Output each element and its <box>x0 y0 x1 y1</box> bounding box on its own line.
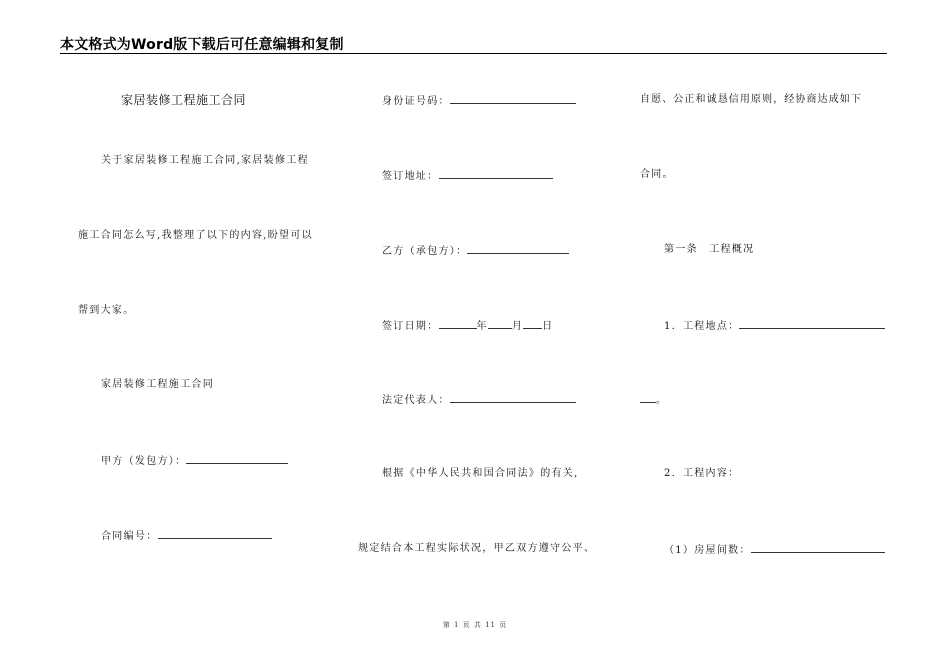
principle-line-1: 自愿、公正和诚恳信用原则，经协商达成如下 <box>640 94 862 105</box>
page-footer: 第 1 页 共 11 页 <box>442 621 508 629</box>
location-continuation <box>640 392 667 408</box>
principle-line-2: 合同。 <box>640 169 674 180</box>
rooms-label: （1）房屋间数： <box>664 545 751 556</box>
content-label: 2．工程内容： <box>664 468 740 479</box>
location-field <box>664 318 885 334</box>
article-1-heading: 第一条 工程概况 <box>664 244 755 255</box>
intro-line-2: 施工合同怎么写,我整理了以下的内容,盼望可以 <box>78 230 313 241</box>
year-label: 年 <box>476 321 488 332</box>
party-a-blank <box>186 453 288 464</box>
contract-no-field <box>101 528 272 544</box>
id-no-field <box>382 93 576 109</box>
party-b-blank <box>467 243 569 254</box>
day-blank <box>523 318 542 329</box>
id-no-blank <box>450 93 576 104</box>
document-title: 家居装修工程施工合同 <box>121 93 247 107</box>
location-blank <box>739 318 885 329</box>
party-a-label: 甲方（发包方）： <box>101 456 187 467</box>
intro-line-1: 关于家居装修工程施工合同,家居装修工程 <box>101 155 309 166</box>
intro-line-3: 帮到大家。 <box>78 305 135 316</box>
law-line-1: 根据《中华人民共和国合同法》的有关, <box>382 468 579 479</box>
legal-rep-blank <box>450 392 576 403</box>
contract-no-label: 合同编号： <box>101 531 158 542</box>
sign-addr-field <box>382 168 553 184</box>
header-divider <box>60 53 887 54</box>
page-header-title: 本文格式为Word版下载后可任意编辑和复制 <box>60 37 344 53</box>
party-b-label: 乙方（承包方）： <box>382 246 468 257</box>
location-end: 。 <box>656 395 668 406</box>
year-blank <box>439 318 477 329</box>
legal-rep-field <box>382 392 576 408</box>
party-b-field <box>382 243 569 259</box>
location-label: 1．工程地点： <box>664 321 740 332</box>
month-label: 月 <box>511 321 524 332</box>
sign-date-field <box>382 318 553 334</box>
sign-addr-blank <box>439 168 553 179</box>
location-blank-continued <box>640 392 656 403</box>
law-line-2: 规定结合本工程实际状况，甲乙双方遵守公平、 <box>358 543 596 554</box>
contract-name: 家居装修工程施工合同 <box>101 379 214 390</box>
sign-date-label: 签订日期： <box>382 321 439 332</box>
legal-rep-label: 法定代表人： <box>382 395 450 406</box>
rooms-blank <box>751 542 885 553</box>
month-blank <box>488 318 512 329</box>
sign-addr-label: 签订地址： <box>382 171 439 182</box>
rooms-field <box>664 542 885 558</box>
contract-no-blank <box>158 528 272 539</box>
id-no-label: 身份证号码： <box>382 96 450 107</box>
party-a-field <box>101 453 288 469</box>
day-label: 日 <box>542 321 554 332</box>
